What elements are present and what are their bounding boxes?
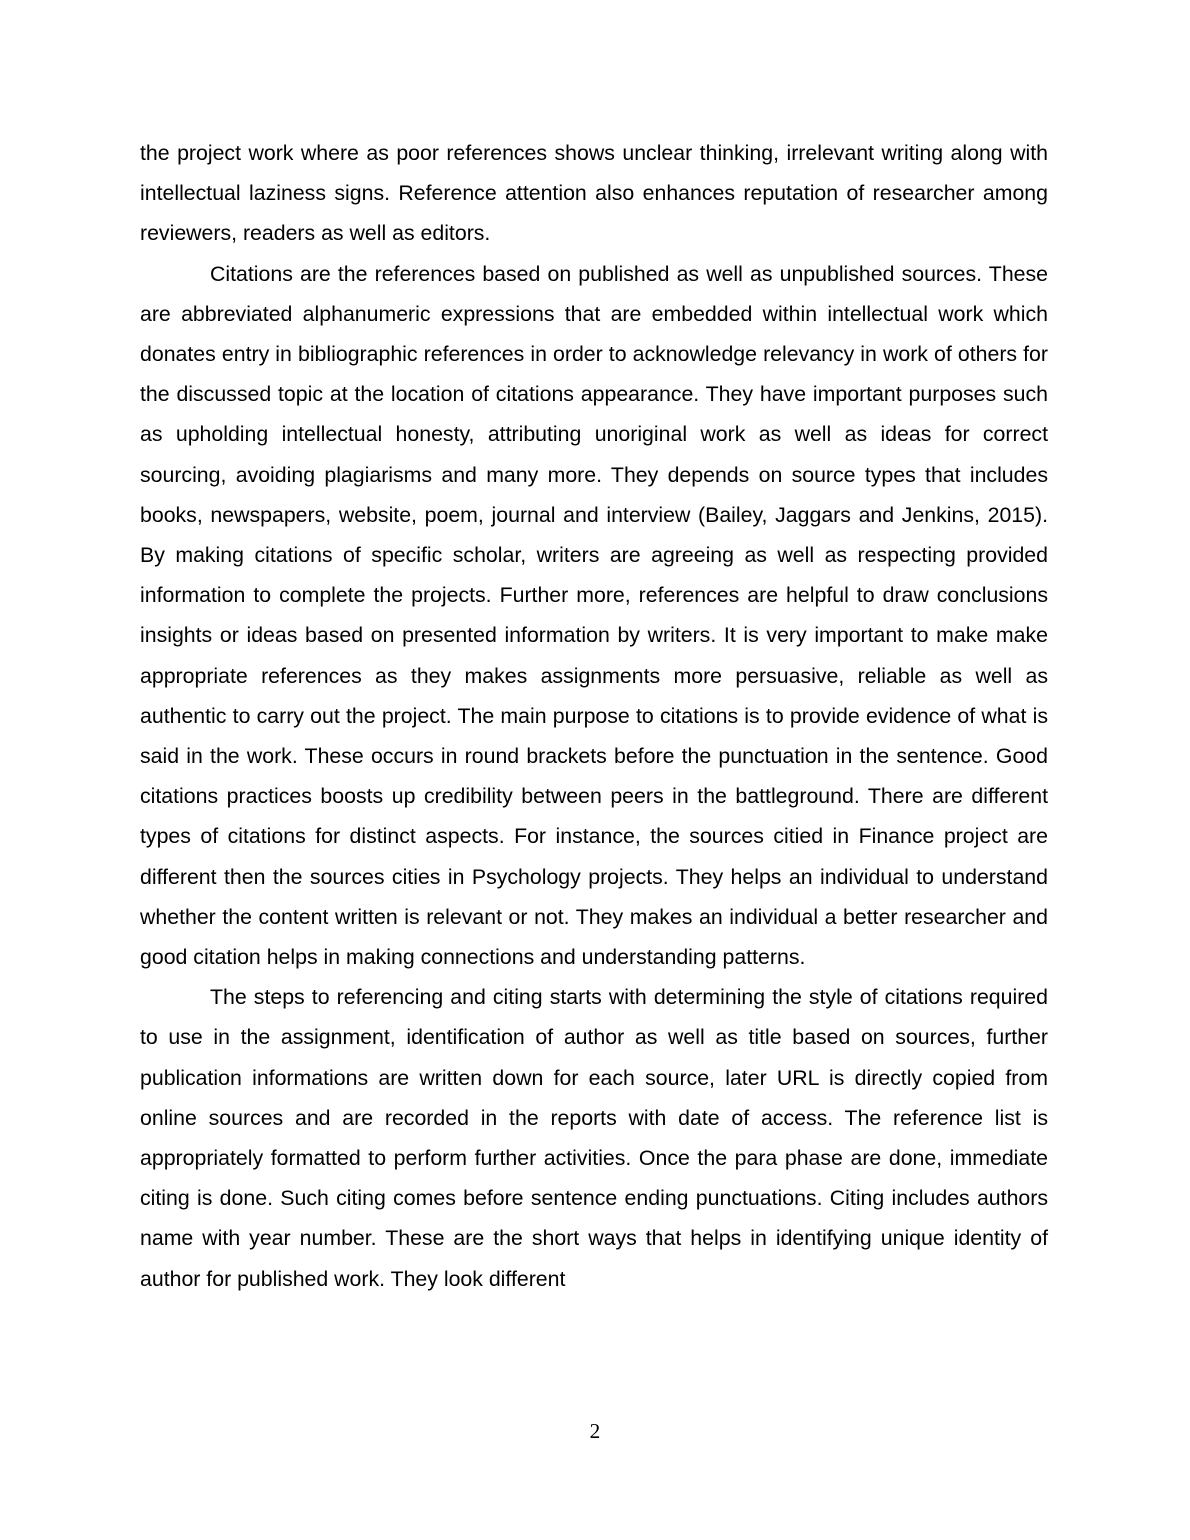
body-text [140,133,1048,1299]
paragraph-citations: Citations are the references based on published as well as unpublished sources. These are abbreviated alphanumeric expressions that are embedded within intellectual work which donates entry in bibliographic references in order to acknowledge relevancy in work of others for the discussed topic at the location of citations appearance. They have important purposes such as upholding intellectual honesty, attributing unoriginal work as well as ideas for correct sourcing, avoiding plagiarisms and many more. They depends on source types that includes books, newspapers, website, poem, journal and interview (Bailey, Jaggars and Jenkins, 2015). By making citations of specific scholar, writers are agreeing as well as respecting provided information to complete the projects. Further more, references are helpful to draw conclusions insights or ideas based on presented information by writers. It is very important to make make appropriate references as they makes assignments more persuasive, reliable as well as authentic to carry out the project. The main purpose to citations is to provide evidence of what is said in the work. These occurs in round brackets before the punctuation in the sentence. Good citations practices boosts up credibility between peers in the battleground. There are different types of citations for distinct aspects. For instance, the sources citied in Finance project are different then the sources cities in Psychology projects. They helps an individual to understand whether the content written is relevant or not. They makes an individual a better researcher and good citation helps in making connections and understanding patterns. [140,261,1048,970]
paragraph-continuation: the project work where as poor references shows unclear thinking, irrelevant writing along with intellectual laziness signs. Reference attention also enhances reputation of researcher among reviewers, readers as well as editors. [140,141,1048,246]
paragraph-referencing-steps: The steps to referencing and citing starts with determining the style of citations required to use in the assignment, identification of author as well as title based on sources, further publication informations are written down for each source, later URL is directly copied from online sources and are recorded in the reports with date of access. The reference list is appropriately formatted to perform further activities. Once the para phase are done, immediate citing is done. Such citing comes before sentence ending punctuations. Citing includes authors name with year number. These are the short ways that helps in identifying unique identity of author for published work. They look different [140,985,1048,1291]
page-number: 2 [589,1419,601,1443]
